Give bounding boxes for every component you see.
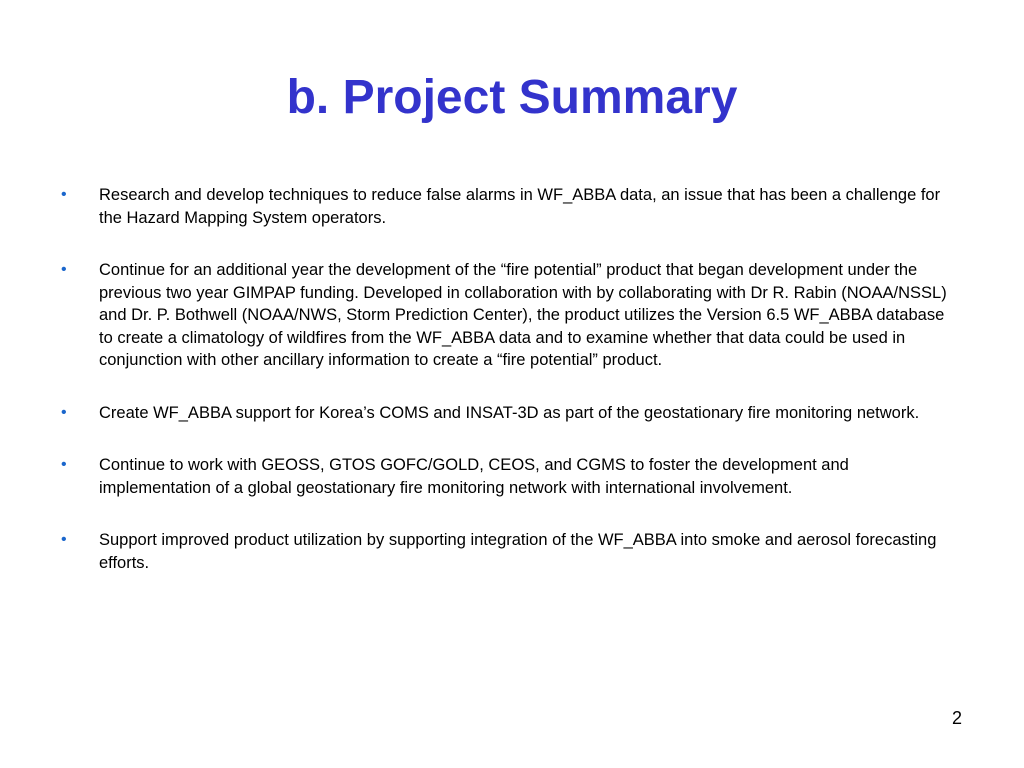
bullet-text: Research and develop techniques to reduce false alarms in WF_ABBA data, an issue that has been a challenge for the Hazard Mapping System operators. [99, 186, 941, 227]
bullet-item [61, 184, 961, 229]
page-number: 2 [951, 708, 962, 728]
bullet-item [61, 454, 961, 499]
bullet-text: Continue for an additional year the development of the “fire potential” product that began development under the previous two year GIMPAP funding. Developed in collaboration with by collaborating with Dr R. Rabin (NOAA/NSSL) and Dr. P. Bothwell (NOAA/NWS, Storm Prediction Center), the product utilizes the Version 6.5 WF_ABBA database to create a climatology of wildfires from the WF_ABBA data and to examine whether that data could be used in conjunction with other ancillary information to create a “fire potential” product. [99, 261, 947, 369]
bullet-text: Support improved product utilization by supporting integration of the WF_ABBA into smoke and aerosol forecasting efforts. [99, 531, 937, 572]
slide-title: b. Project Summary [286, 71, 738, 124]
bullet-item [61, 529, 961, 574]
bullet-item [61, 402, 961, 425]
bullet-text: Continue to work with GEOSS, GTOS GOFC/GOLD, CEOS, and CGMS to foster the development and implementation of a global geostationary fire monitoring network with international involvement. [99, 456, 849, 497]
bullet-list [61, 184, 961, 604]
bullet-icon: • [61, 531, 67, 548]
bullet-icon: • [61, 456, 67, 473]
bullet-icon: • [61, 403, 67, 421]
bullet-text: Create WF_ABBA support for Korea’s COMS and INSAT-3D as part of the geostationary fire monitoring network. [99, 403, 920, 422]
bullet-icon: • [61, 186, 67, 203]
bullet-icon: • [61, 261, 67, 278]
bullet-item [61, 259, 961, 372]
